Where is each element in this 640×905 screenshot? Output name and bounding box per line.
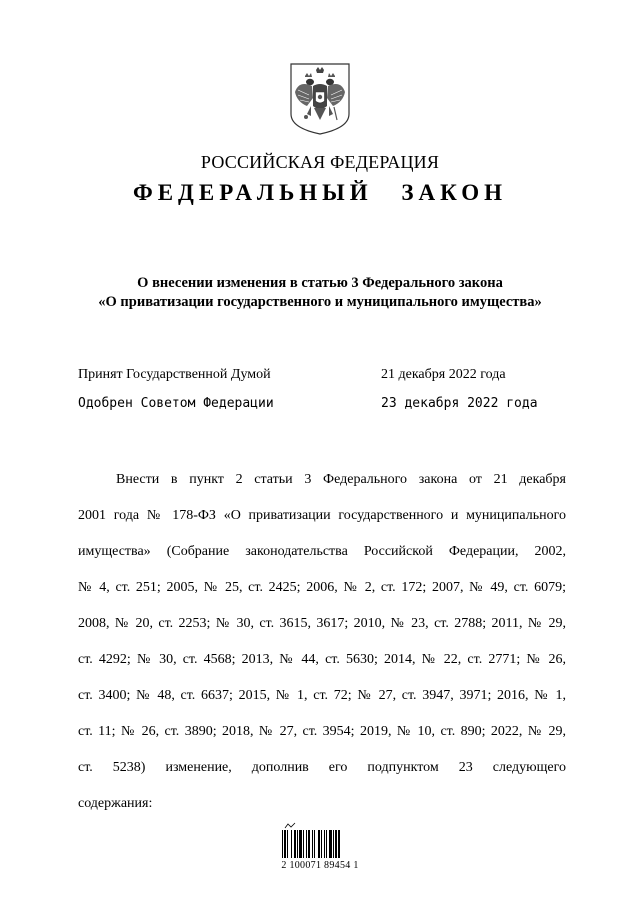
body-line: 2008, № 20, ст. 2253; № 30, ст. 3615, 3617; 2010, № 23, ст. 2788; 2011, № 29, (78, 616, 566, 631)
approved-date: 23 декабря 2022 года (381, 396, 538, 411)
adopted-by-duma-label: Принят Государственной Думой (78, 367, 271, 382)
body-line: ст. 11; № 26, ст. 3890; 2018, № 27, ст. 3954; 2019, № 10, ст. 890; 2022, № 29, (78, 724, 566, 739)
body-line: ст. 5238) изменение, дополнив его подпунктом 23 следующего (78, 760, 566, 775)
body-line: ст. 4292; № 30, ст. 4568; 2013, № 44, ст. 5630; 2014, № 22, ст. 2771; № 26, (78, 652, 566, 667)
stamp-mark-icon (284, 822, 296, 830)
approved-by-council-label: Одобрен Советом Федерации (78, 396, 274, 411)
law-title-line-2: «О приватизации государственного и муниципального имущества» (98, 294, 542, 310)
russian-coat-of-arms-icon (289, 62, 351, 136)
adopted-date: 21 декабря 2022 года (381, 367, 506, 382)
document-type-heading: ФЕДЕРАЛЬНЫЙ ЗАКОН (132, 180, 508, 205)
body-line: Внести в пункт 2 статьи 3 Федерального закона от 21 декабря (116, 472, 566, 487)
barcode (270, 822, 370, 878)
country-heading: РОССИЙСКАЯ ФЕДЕРАЦИЯ (200, 152, 440, 172)
law-title-line-1: О внесении изменения в статью 3 Федерального закона (137, 275, 503, 291)
body-line: имущества» (Собрание законодательства Российской Федерации, 2002, (78, 544, 566, 559)
barcode-bars (282, 830, 360, 858)
barcode-number: 2 100071 89454 1 (281, 860, 359, 871)
body-line: ст. 3400; № 48, ст. 6637; 2015, № 1, ст. 72; № 27, ст. 3947, 3971; 2016, № 1, (78, 688, 566, 703)
body-line: содержания: (78, 796, 153, 811)
body-line: 2001 года № 178-ФЗ «О приватизации государственного и муниципального (78, 508, 566, 523)
body-line: № 4, ст. 251; 2005, № 25, ст. 2425; 2006, № 2, ст. 172; 2007, № 49, ст. 6079; (78, 580, 566, 595)
